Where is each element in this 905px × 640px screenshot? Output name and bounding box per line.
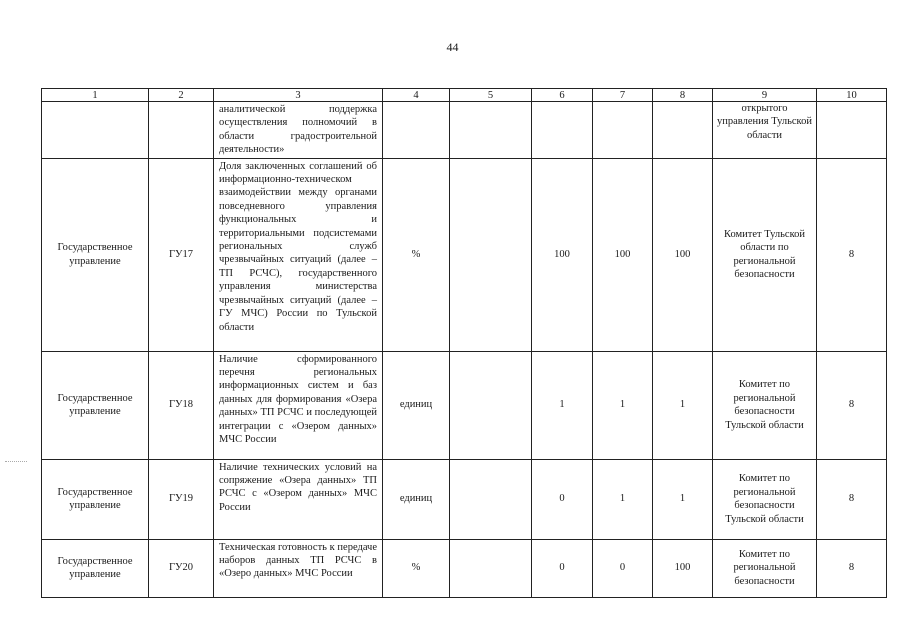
column-header: 3 xyxy=(214,89,383,102)
cell-col10: 8 xyxy=(817,539,887,597)
cell-unit xyxy=(383,102,450,159)
cell-col8: 1 xyxy=(653,459,713,539)
cell-col10: 8 xyxy=(817,158,887,351)
cell-description: Наличие сформированного перечня региональных информационных систем и баз данных для формирования «Озера данных» ТП РСЧС и последующей интеграции с «Озером данных» МЧС России xyxy=(214,351,383,459)
cell-unit: % xyxy=(383,158,450,351)
cell-description: Доля заключенных соглашений об информационно-техническом взаимодействии между органами повседневного управления функциональных и территориальными подсистемами региональных служб чрезвычайных ситуаций (далее – ТП РСЧС), государственного управления министерства чрезвычайных ситуаций (далее – ГУ МЧС) России по Тульской области xyxy=(214,158,383,351)
cell-col10 xyxy=(817,102,887,159)
cell-col7: 1 xyxy=(593,459,653,539)
indicators-table xyxy=(41,88,887,598)
cell-col6: 0 xyxy=(532,539,593,597)
table-row-gu19 xyxy=(42,459,887,539)
column-header: 5 xyxy=(450,89,532,102)
cell-col5 xyxy=(450,539,532,597)
cell-code: ГУ20 xyxy=(149,539,214,597)
cell-col6 xyxy=(532,102,593,159)
cell-col8: 100 xyxy=(653,158,713,351)
cell-unit: единиц xyxy=(383,351,450,459)
cell-col7: 0 xyxy=(593,539,653,597)
cell-responsible: Комитет по региональной безопасности Тульской области xyxy=(713,459,817,539)
cell-description: аналитической поддержка осуществления полномочий в области градостроительной деятельности» xyxy=(214,102,383,159)
cell-category: Государственное управление xyxy=(42,459,149,539)
cell-code: ГУ19 xyxy=(149,459,214,539)
cell-code: ГУ18 xyxy=(149,351,214,459)
cell-col5 xyxy=(450,351,532,459)
cell-col6: 0 xyxy=(532,459,593,539)
cell-description: Наличие технических условий на сопряжение «Озера данных» ТП РСЧС с «Озером данных» МЧС России xyxy=(214,459,383,539)
page-number: 44 xyxy=(446,40,459,54)
cell-category: Государственное управление xyxy=(42,158,149,351)
cell-col5 xyxy=(450,459,532,539)
cell-responsible: Комитет по региональной безопасности Тульской области xyxy=(713,351,817,459)
cell-col8 xyxy=(653,102,713,159)
table-row-gu18 xyxy=(42,351,887,459)
column-header: 2 xyxy=(149,89,214,102)
cell-col8: 100 xyxy=(653,539,713,597)
cell-col6: 100 xyxy=(532,158,593,351)
column-header: 6 xyxy=(532,89,593,102)
cell-col5 xyxy=(450,158,532,351)
cell-col7 xyxy=(593,102,653,159)
cell-col5 xyxy=(450,102,532,159)
cell-responsible: Комитет Тульской области по региональной безопасности xyxy=(713,158,817,351)
cell-code xyxy=(149,102,214,159)
cell-category: Государственное управление xyxy=(42,351,149,459)
cell-code: ГУ17 xyxy=(149,158,214,351)
cell-col7: 1 xyxy=(593,351,653,459)
column-header: 4 xyxy=(383,89,450,102)
column-header: 1 xyxy=(42,89,149,102)
cell-col10: 8 xyxy=(817,351,887,459)
column-header: 8 xyxy=(653,89,713,102)
cell-responsible: Комитет по региональной безопасности xyxy=(713,539,817,597)
cell-category xyxy=(42,102,149,159)
cell-col10: 8 xyxy=(817,459,887,539)
cell-responsible: открытого управления Тульской области xyxy=(713,102,817,159)
cell-col6: 1 xyxy=(532,351,593,459)
cell-category: Государственное управление xyxy=(42,539,149,597)
column-header: 7 xyxy=(593,89,653,102)
table-row-gu17 xyxy=(42,158,887,351)
margin-mark xyxy=(5,461,27,462)
cell-unit: единиц xyxy=(383,459,450,539)
table-row-continuation xyxy=(42,102,887,159)
column-header: 10 xyxy=(817,89,887,102)
cell-unit: % xyxy=(383,539,450,597)
cell-description: Техническая готовность к передаче наборов данных ТП РСЧС в «Озеро данных» МЧС России xyxy=(214,539,383,597)
cell-col8: 1 xyxy=(653,351,713,459)
column-number-row xyxy=(42,89,887,102)
cell-col7: 100 xyxy=(593,158,653,351)
table-row-gu20 xyxy=(42,539,887,597)
column-header: 9 xyxy=(713,89,817,102)
